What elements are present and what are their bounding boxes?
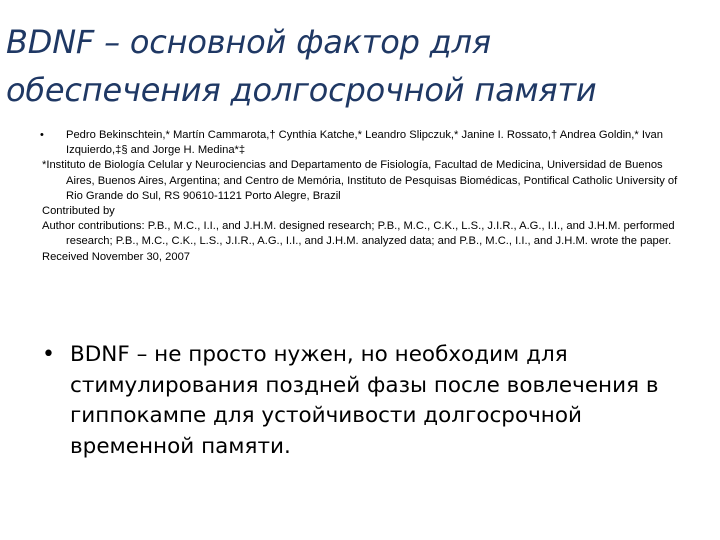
received-date: Received November 30, 2007 [42,250,191,263]
main-bullet-text: BDNF – не просто нужен, но необходим для стимулирования поздней фазы после вовлечения в гиппокампе для устойчивости долгосрочной временной памяти. [70,342,659,459]
affiliation: *Instituto de Biología Celular y Neurociencias and Departamento de Fisiología, Facultad de Medicina, Universidad de Buenos Aires, Buenos Aires, Argentina; and Centro de Memória, Instituto de Pesquisas Biomédicas, Pontifical Catholic University of Rio Grande do Sul, RS 90610-1121 Porto Alegre, Brazil [42,159,678,202]
author-contributions: Author contributions: P.B., M.C., I.I., and J.H.M. designed research; P.B., M.C., C.K., L.S., J.I.R., A.G., I.I., and J.H.M. performed research; P.B., M.C., C.K., L.S., J.I.R., A.G., I.I., and J.H.M. analyzed data; and P.B., M.C., I.I., and J.H.M. wrote the paper. [42,220,675,248]
bullet-icon: • [42,342,55,367]
paper-citation [42,128,682,265]
author-list [42,128,682,158]
contributed-by: Contributed by [42,205,115,218]
authors-text: Pedro Bekinschtein,* Martín Cammarota,† Cynthia Katche,* Leandro Slipczuk,* Janine I. Rossato,† Andrea Goldin,* Ivan Izquierdo,‡§ and Jorge H. Medina*‡ [66,129,663,157]
author-bullet: • [40,129,44,141]
main-bullet-point [42,340,682,462]
slide-title: BDNF – основной фактор для обеспечения долгосрочной памяти [6,23,597,109]
